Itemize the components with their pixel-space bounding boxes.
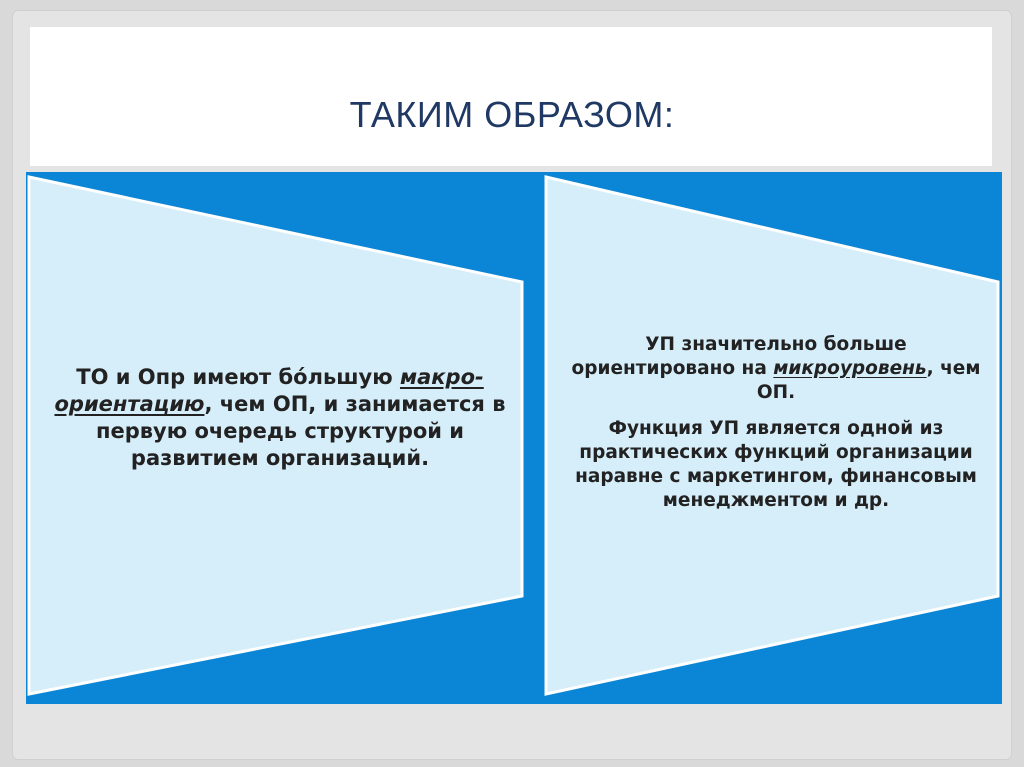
left-text-emphasis: макро-ориентацию bbox=[54, 365, 484, 416]
right-text-block bbox=[566, 333, 986, 513]
slide-title: ТАКИМ ОБРАЗОМ: bbox=[349, 94, 675, 135]
right-p1-part1: УП значительно больше ориентировано на bbox=[571, 334, 907, 379]
right-p1-emphasis: микроуровень bbox=[773, 358, 927, 379]
right-paragraph-1 bbox=[566, 333, 986, 405]
left-text-part2: , чем ОП, и занимается в первую очередь структурой и развитием организаций. bbox=[95, 392, 506, 470]
left-text-block bbox=[46, 364, 514, 472]
left-text-part1: ТО и Опр имеют бо́льшую bbox=[76, 365, 400, 389]
right-p1-part2: , чем ОП. bbox=[756, 358, 981, 403]
right-paragraph-2: Функция УП является одной из практических функций организации наравне с маркетингом, финансовым менеджментом и др. bbox=[575, 418, 977, 511]
